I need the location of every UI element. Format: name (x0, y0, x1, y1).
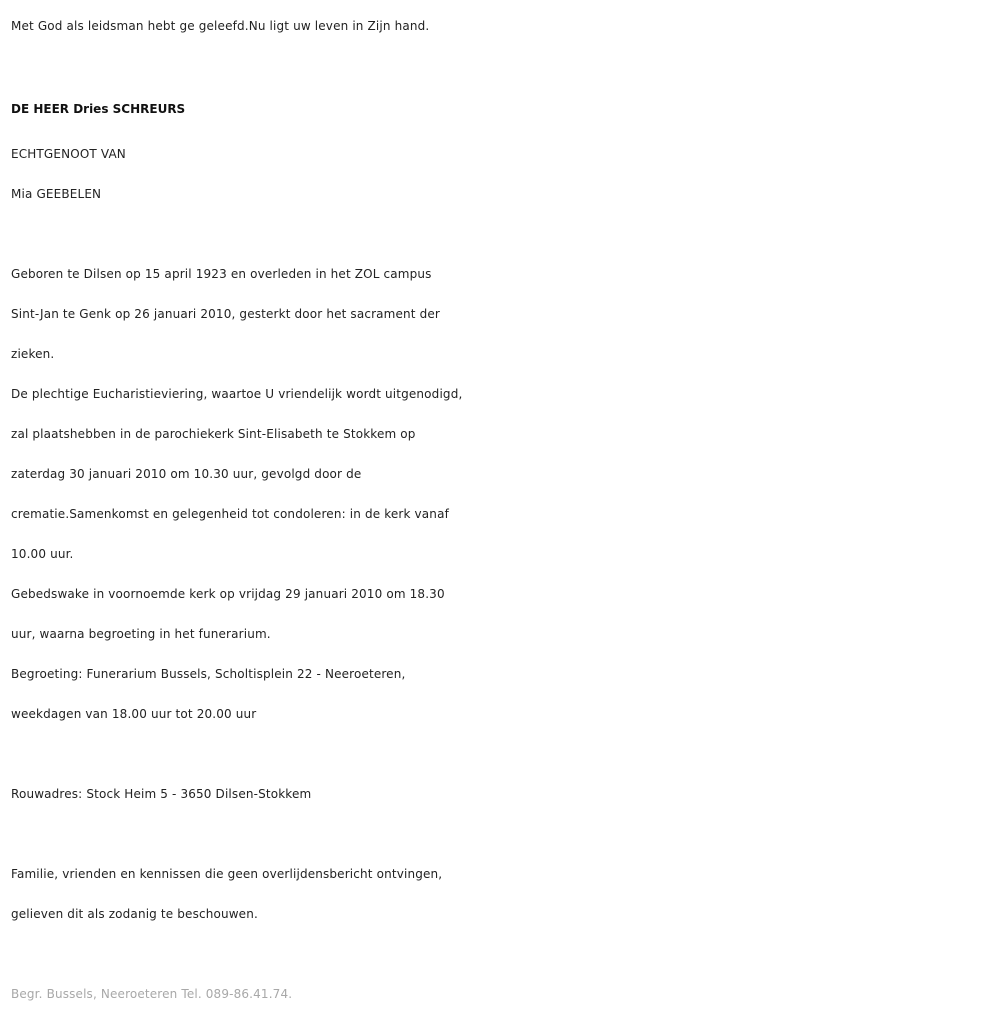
body-line: Gebedswake in voornoemde kerk op vrijdag 29 januari 2010 om 18.30 (11, 587, 445, 601)
notice-line: gelieven dit als zodanig te beschouwen. (11, 907, 258, 921)
body-line: zieken. (11, 347, 55, 361)
obituary-body (11, 254, 996, 734)
body-line: 10.00 uur. (11, 547, 74, 561)
body-line: crematie.Samenkomst en gelegenheid tot condoleren: in de kerk vanaf (11, 507, 449, 521)
relation-label: ECHTGENOOT VAN (11, 147, 126, 161)
spacer (11, 934, 996, 974)
notice-line: Familie, vrienden en kennissen die geen overlijdensbericht ontvingen, (11, 867, 443, 881)
obituary-notice (11, 0, 996, 1014)
body-line: zaterdag 30 januari 2010 om 10.30 uur, gevolgd door de (11, 467, 362, 481)
body-line: De plechtige Eucharistieviering, waartoe U vriendelijk wordt uitgenodigd, (11, 387, 463, 401)
spacer (11, 214, 996, 254)
body-line: Geboren te Dilsen op 15 april 1923 en overleden in het ZOL campus (11, 267, 432, 281)
spacer (11, 734, 996, 774)
motto-text: Met God als leidsman hebt ge geleefd.Nu ligt uw leven in Zijn hand. (11, 19, 430, 33)
funeral-home-footer: Begr. Bussels, Neeroeteren Tel. 089-86.41.74. (11, 987, 293, 1001)
spacer (11, 814, 996, 854)
body-line: Begroeting: Funerarium Bussels, Scholtisplein 22 - Neeroeteren, (11, 667, 406, 681)
family-notice (11, 854, 996, 934)
deceased-name: DE HEER Dries SCHREURS (11, 102, 186, 116)
body-line: weekdagen van 18.00 uur tot 20.00 uur (11, 707, 257, 721)
body-line: Sint-Jan te Genk op 26 januari 2010, gesterkt door het sacrament der (11, 307, 441, 321)
mourning-address: Rouwadres: Stock Heim 5 - 3650 Dilsen-Stokkem (11, 787, 312, 801)
body-line: uur, waarna begroeting in het funerarium. (11, 627, 271, 641)
spouse-name: Mia GEEBELEN (11, 187, 102, 201)
body-line: zal plaatshebben in de parochiekerk Sint-Elisabeth te Stokkem op (11, 427, 416, 441)
